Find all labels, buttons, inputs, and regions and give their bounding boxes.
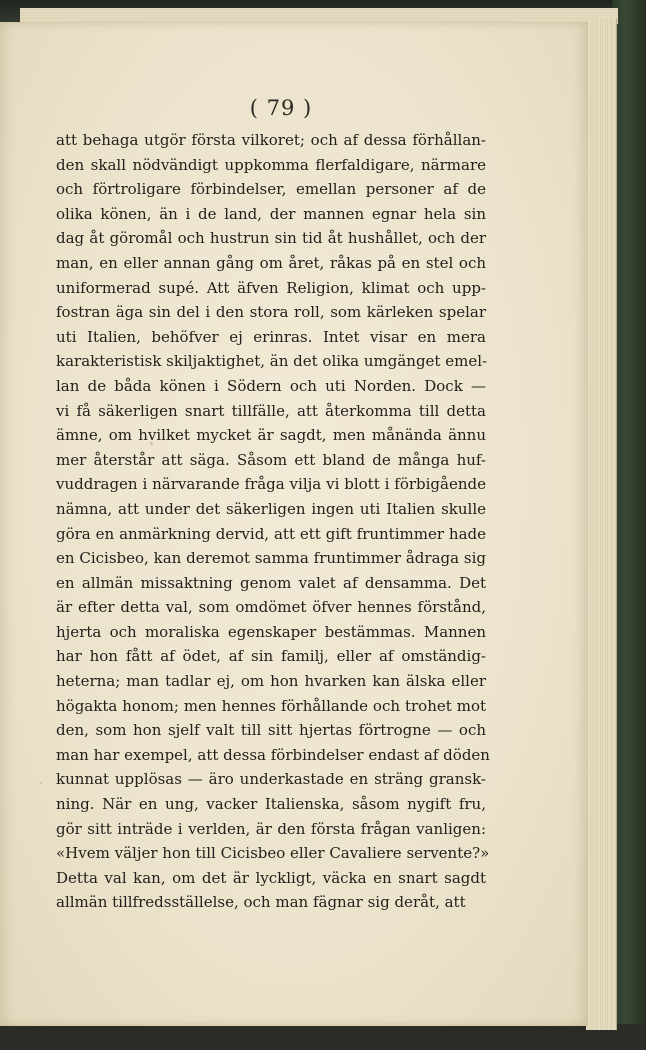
text-line: göra en anmärkning dervid, att ett gift fruntimmer hade — [56, 524, 486, 543]
text-line: heterna; man tadlar ej, om hon hvarken kan älska eller — [56, 672, 486, 691]
text-line: allmän tillfredsställelse, och man fägnar sig deråt, att — [56, 893, 466, 912]
text-line: gör sitt inträde i verlden, är den första frågan vanligen: — [56, 819, 486, 838]
text-line: en Cicisbeo, kan deremot samma fruntimmer ådraga sig — [56, 549, 486, 568]
text-line: hjerta och moraliska egenskaper bestämmas. Mannen — [56, 622, 486, 641]
text-line: nämna, att under det säkerligen ingen uti Italien skulle — [56, 499, 486, 518]
text-line: dag åt göromål och hustrun sin tid åt hushållet, och der — [56, 229, 486, 248]
text-line: man, en eller annan gång om året, råkas på en stel och — [56, 253, 486, 272]
text-line: är efter detta val, som omdömet öfver hennes förstånd, — [56, 598, 486, 617]
text-line: kunnat upplösas — äro underkastade en sträng gransk- — [56, 770, 486, 789]
text-line: fostran äga sin del i den stora roll, som kärleken spelar — [56, 303, 486, 322]
text-line: uti Italien, behöfver ej erinras. Intet visar en mera — [56, 327, 486, 346]
text-line: har hon fått af ödet, af sin familj, eller af omständig- — [56, 647, 486, 666]
book-cover-right — [612, 0, 646, 1050]
text-line: ning. När en ung, vacker Italienska, såsom nygift fru, — [56, 795, 486, 814]
text-line: lan de båda könen i Södern och uti Norden. Dock — — [56, 376, 486, 395]
text-line: «Hvem väljer hon till Cicisbeo eller Cavaliere servente?» — [56, 844, 490, 863]
text-line: den skall nödvändigt uppkomma flerfaldigare, närmare — [56, 155, 486, 174]
page-text — [56, 128, 490, 915]
text-line: ämne, om hvilket mycket är sagdt, men månända ännu — [56, 426, 486, 445]
text-line: uniformerad supé. Att äfven Religion, klimat och upp- — [56, 278, 486, 297]
text-line: och förtroligare förbindelser, emellan personer af de — [56, 180, 486, 199]
text-line: en allmän missaktning genom valet af densamma. Det — [56, 573, 486, 592]
book-cover-bottom — [0, 1024, 646, 1050]
text-line: karakteristisk skiljaktighet, än det olika umgänget emel- — [56, 352, 488, 371]
text-line: Detta val kan, om det är lyckligt, väcka en snart sagdt — [56, 868, 486, 887]
text-line: olika könen, än i de land, der mannen egnar hela sin — [56, 204, 486, 223]
page-stack-edge — [586, 18, 617, 1030]
text-line: mer återstår att säga. Såsom ett bland de många huf- — [56, 450, 486, 469]
paper-spot — [40, 782, 42, 784]
text-line: vi få säkerligen snart tillfälle, att återkomma till detta — [56, 401, 486, 420]
text-line: man har exempel, att dessa förbindelser endast af döden — [56, 745, 490, 764]
text-line: den, som hon sjelf valt till sitt hjertas förtrogne — och — [56, 721, 486, 740]
page-number: ( 79 ) — [249, 96, 313, 120]
text-line: högakta honom; men hennes förhållande och trohet mot — [56, 696, 486, 715]
text-line: att behaga utgör första vilkoret; och af dessa förhållan- — [56, 131, 486, 149]
text-line: vuddragen i närvarande fråga vilja vi blott i förbigående — [56, 475, 486, 494]
